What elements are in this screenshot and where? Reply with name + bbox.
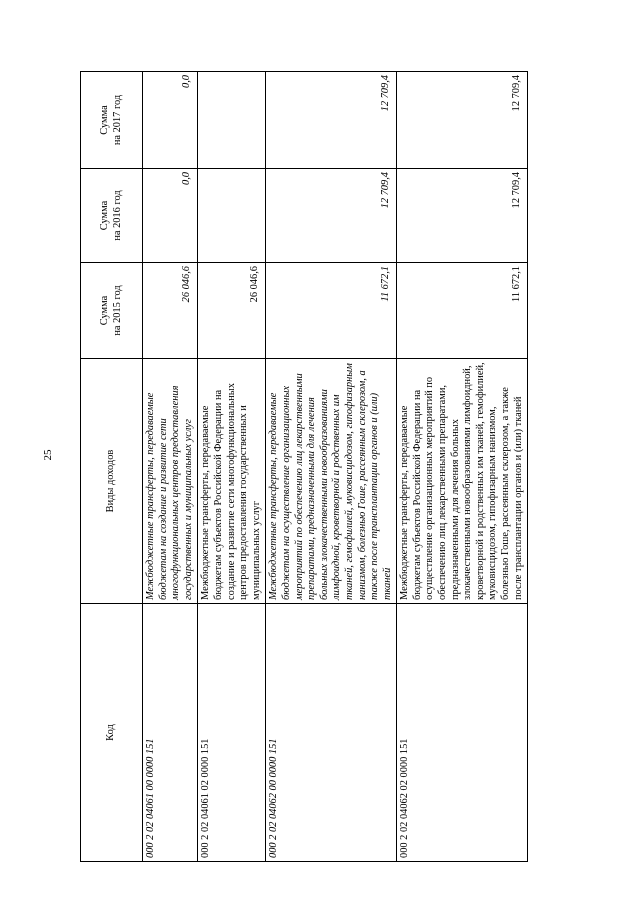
row-sum-2015: 11 672,1 bbox=[266, 263, 397, 359]
header-sum-2017: Сумма на 2017 год bbox=[81, 72, 143, 169]
row-sum-2015: 26 046,6 bbox=[198, 263, 266, 359]
row-sum-2017: 12 709,4 bbox=[266, 72, 397, 169]
row-sum-2017 bbox=[198, 72, 266, 169]
table-header-row bbox=[81, 72, 143, 862]
table-row bbox=[266, 72, 397, 862]
row-text: Межбюджетные трансферты, передаваемые бюджетам субъектов Российской Федерации на осуществление организационных мероприятий по обеспечению лиц лекарственными препаратами, предназначенными для лечения больных злокачественными новообразованиями лимфоидной, кроветворной и родственных им тканей, гемофилией, муковисцидозом, гипофизарным нанизмом, болезнью Гоше, рассеянным склерозом, а также после трансплантации органов и (или) тканей bbox=[397, 359, 528, 604]
row-code: 000 2 02 04062 02 0000 151 bbox=[397, 604, 528, 862]
row-sum-2015: 26 046,6 bbox=[143, 263, 198, 359]
row-sum-2016: 12 709,4 bbox=[397, 169, 528, 263]
row-sum-2017: 12 709,4 bbox=[397, 72, 528, 169]
rotated-table-wrapper bbox=[80, 72, 524, 862]
income-table bbox=[80, 71, 528, 862]
row-sum-2016: 12 709,4 bbox=[266, 169, 397, 263]
table-row bbox=[397, 72, 528, 862]
row-code: 000 2 02 04061 02 0000 151 bbox=[198, 604, 266, 862]
header-type: Виды доходов bbox=[81, 359, 143, 604]
header-code: Код bbox=[81, 604, 143, 862]
row-text: Межбюджетные трансферты, передаваемые бюджетам субъектов Российской Федерации на создание и развитие сети многофункциональных центров предоставления государственных и муниципальных услуг bbox=[198, 359, 266, 604]
row-sum-2016 bbox=[198, 169, 266, 263]
row-text: Межбюджетные трансферты, передаваемые бюджетам на осуществление организационных мероприятий по обеспечению лиц лекарственными препаратами, предназначенными для лечения больных злокачественными новообразованиями лимфоидной, кроветворной и родственных им тканей, гемофилией, муковисцидозом, гипофизарным нанизмом, болезнью Гоше, рассеянным склерозом, а также после трансплантации органов и (или) тканей bbox=[266, 359, 397, 604]
row-text: Межбюджетные трансферты, передаваемые бюджетам на создание и развитие сети многофункциональных центров предоставления государственных и муниципальных услуг bbox=[143, 359, 198, 604]
header-sum-2015: Сумма на 2015 год bbox=[81, 263, 143, 359]
table-row bbox=[143, 72, 198, 862]
row-sum-2015: 11 672,1 bbox=[397, 263, 528, 359]
row-sum-2017: 0,0 bbox=[143, 72, 198, 169]
row-code: 000 2 02 04061 00 0000 151 bbox=[143, 604, 198, 862]
header-sum-2016: Сумма на 2016 год bbox=[81, 169, 143, 263]
row-sum-2016: 0,0 bbox=[143, 169, 198, 263]
page-number: 25 bbox=[42, 449, 54, 461]
table-row bbox=[198, 72, 266, 862]
row-code: 000 2 02 04062 00 0000 151 bbox=[266, 604, 397, 862]
